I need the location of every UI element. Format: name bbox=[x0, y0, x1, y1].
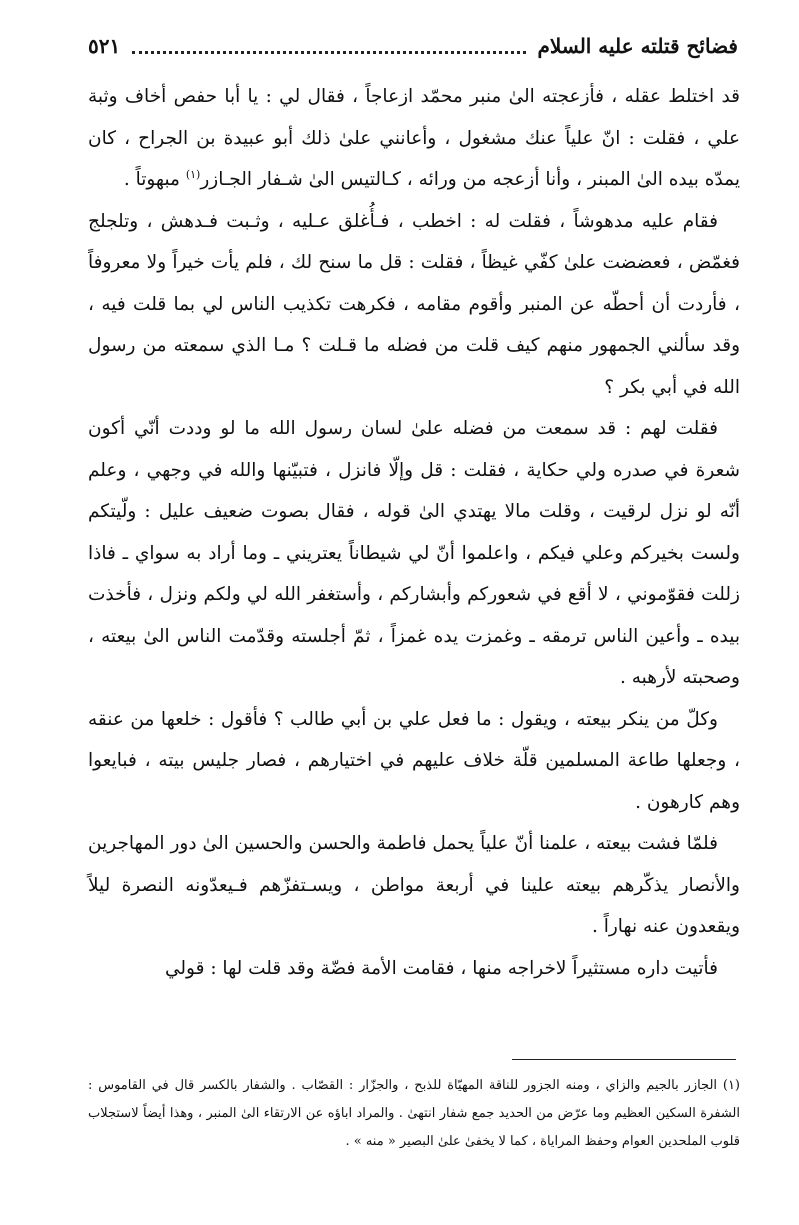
paragraph-5: فلمّا فشت بيعته ، علمنا أنّ علياً يحمل فاطمة والحسن والحسين الىٰ دور المهاجرين والأنصار يذكّرهم بيعته علينا في أربعة مواطن ، ويسـتفزّهم فـيعدّونه النصرة ليلاً ويقعدون عنه نهاراً . bbox=[88, 833, 740, 937]
leader-dots bbox=[132, 51, 525, 54]
paragraph-2: فقام عليه مدهوشاً ، فقلت له : اخطب ، فـأُغلق عـليه ، وثـبت فـدهش ، وتلجلج فغمّض ، فعضضت علىٰ كفّي غيظاً ، فقلت : قل ما سنح لك ، فلم يأت خيراً ولا معروفاً ، فأردت أن أحطّه عن المنبر وأقوم مقامه ، فكرهت تكذيب الناس لي بما قلت فيه ، وقد سألني الجمهور منهم كيف قلت من فضله ما قـلت ؟ مـا الذي سمعته من رسول الله في أبي بكر ؟ bbox=[88, 210, 740, 398]
footnote: (١) الجازر بالجيم والزاي ، ومنه الجزور للناقة المهيّاة للذبح ، والجزّار : القصّاب . والشفار بالكسر قال في القاموس : الشفرة السكين العظيم وما عرّض من الحديد جمع شفار انتهىٰ . والمراد اباؤه عن الارتقاء الىٰ المنبر ، وهذا أيضاً لاستجلاب قلوب الملحدين العوام وحفظ المراياة ، كما لا يخفىٰ علىٰ البصير « منه » . bbox=[88, 1078, 740, 1149]
paragraph-1 bbox=[88, 76, 740, 201]
footnote-separator bbox=[512, 1059, 736, 1060]
footnote-marker: (١) bbox=[185, 167, 201, 181]
running-header bbox=[88, 28, 738, 64]
chapter-title: فضائح قتلته عليه السلام bbox=[532, 34, 738, 58]
main-text bbox=[88, 76, 740, 989]
paragraph-4: وكلّ من ينكر بيعته ، ويقول : ما فعل علي بن أبي طالب ؟ فأقول : خلعها من عنقه ، وجعلها طاعة المسلمين قلّة خلاف عليهم في اختيارهم ، فصار جليس بيته ، فبايعوا وهم كارهون . bbox=[88, 708, 740, 813]
paragraph-3: فقلت لهم : قد سمعت من فضله علىٰ لسان رسول الله ما لو وددت أنّي أكون شعرة في صدره ولي حكاية ، فقلت : قل وإلّا فانزل ، فتبيّنها والله في وجهي ، وعلم أنّه لو نزل لرقيت ، وقلت مالا يهتدي الىٰ قوله ، فقال بصوت ضعيف عليل : ولّيتكم ولست بخيركم وعلي فيكم ، واعلموا أنّ لي شيطاناً يعتريني ـ وما أراد به سواي ـ فاذا زللت فقوّموني ، لا أقع في شعوركم وأبشاركم ، وأستغفر الله لي ولكم ونزل ، فأخذت بيده ـ وأعين الناس ترمقه ـ وغمزت يده غمزاً ، ثمّ أجلسته وقدّمت الناس الىٰ بيعته ، وصحبته لأرهبه . bbox=[88, 418, 740, 688]
paragraph-6: فأتيت داره مستثيراً لاخراجه منها ، فقامت الأمة فضّة وقد قلت لها : قولي bbox=[164, 957, 718, 979]
paragraph-1-text: قد اختلط عقله ، فأزعجته الىٰ منبر محمّد ازعاجاً ، فقال لي : يا أبا حفص أخاف وثبة علي ، فقلت : انّ علياً عنك مشغول ، وأعانني علىٰ ذلك أبو عبيدة بن الجراح ، كان يمدّه بيده الىٰ المبنر ، وأنا أزعجه من ورائه ، كـالتيس الىٰ شـفار الجـازر bbox=[88, 86, 740, 190]
page-number: ٥٢١ bbox=[88, 34, 121, 58]
paragraph-1-tail: مبهوتاً . bbox=[123, 169, 180, 190]
